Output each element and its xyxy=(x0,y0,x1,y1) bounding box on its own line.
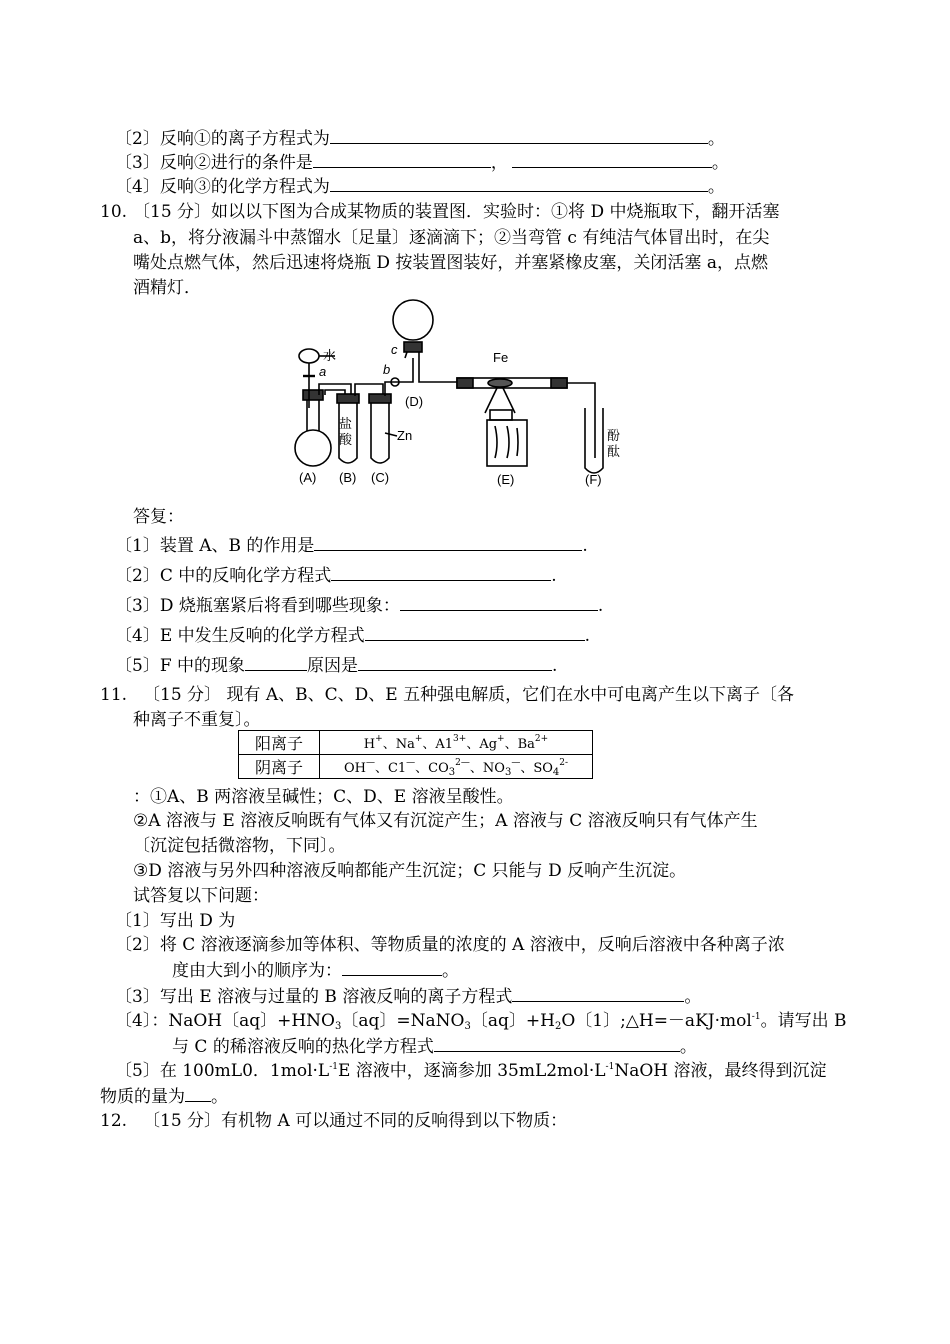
answer-blank[interactable] xyxy=(314,534,582,551)
label-C: (C) xyxy=(371,470,390,485)
cation-values: H+、Na+、$A1^{3+}$、Ag+、$Ba^{2+}$ xyxy=(320,731,593,755)
q11-line2: 种离子不重复〕。 xyxy=(133,710,261,730)
q11-line1: 〔15 分〕 现有 A、B、C、D、E 五种强电解质，它们在水中可电离产生以下离子〔各 xyxy=(143,685,795,705)
q11-condition-1: ：①A、B 两溶液呈碱性；C、D、E 溶液呈酸性。 xyxy=(133,787,514,807)
q9-part4-text: 〔4〕反响③的化学方程式为 xyxy=(115,177,330,197)
q12-text: 〔15 分〕有机物 A 可以通过不同的反响得到以下物质： xyxy=(143,1111,568,1131)
q10-part4: 〔4〕E 中发生反响的化学方程式 . xyxy=(115,626,591,646)
q10-part3: 〔3〕D 烧瓶塞紧后将看到哪些现象： . xyxy=(115,596,604,616)
label-a: a xyxy=(319,364,327,379)
label-D: (D) xyxy=(405,394,424,409)
label-A: (A) xyxy=(299,470,317,485)
label-F: (F) xyxy=(585,472,602,487)
label-E: (E) xyxy=(497,472,515,487)
q9-part2-text: 〔2〕反响①的离子方程式为 xyxy=(115,129,330,149)
q10-line3: 嘴处点燃气体，然后迅速将烧瓶 D 按装置图装好，并塞紧橡皮塞，关闭活塞 a，点燃 xyxy=(133,253,768,273)
answer-blank[interactable] xyxy=(512,985,684,1002)
q11-condition-2b: 〔沉淀包括微溶物，下同〕。 xyxy=(133,836,346,856)
answer-blank[interactable] xyxy=(330,127,708,144)
q10-line2: a、b，将分液漏斗中蒸馏水〔足量〕逐滴滴下；②当弯管 c 有纯洁气体冒出时，在尖 xyxy=(133,228,770,248)
answer-blank[interactable] xyxy=(245,654,307,671)
apparatus-figure xyxy=(285,298,645,490)
q11-part4: 〔4〕：NaOH〔aq〕$+HNO_3$〔aq〕=NaNO$_3$〔aq〕$+H_2O$〔1〕;△H=－aKJ·mol$^{-1}$。请写出 B xyxy=(115,1011,847,1032)
label-B: (B) xyxy=(339,470,357,485)
anion-label: 阴离子 xyxy=(239,755,320,779)
label-phenol-1: 酚 xyxy=(607,428,621,443)
q11-condition-2: ②A 溶液与 E 溶液反响既有气体又有沉淀产生；A 溶液与 C 溶液反响只有气体产生 xyxy=(133,811,758,831)
q10-answer-label: 答复： xyxy=(133,507,184,527)
answer-blank[interactable] xyxy=(512,151,712,168)
q12-number: 12. xyxy=(100,1111,128,1131)
answer-blank[interactable] xyxy=(365,624,585,641)
q10-line1: 〔15 分〕如以以下图为合成某物质的装置图．实验时：①将 D 中烧瓶取下，翻开活塞 xyxy=(133,202,780,222)
q10-part1: 〔1〕装置 A、B 的作用是 . xyxy=(115,536,588,556)
q11-part2: 〔2〕将 C 溶液逐滴参加等体积、等物质量的浓度的 A 溶液中，反响后溶液中各种离子浓 xyxy=(115,935,785,955)
flask-d xyxy=(393,300,433,340)
q11-part4b: 与 C 的稀溶液反响的热化学方程式 。 xyxy=(172,1037,697,1057)
test-tube-c xyxy=(371,396,389,463)
q10-part2: 〔2〕C 中的反响化学方程式 . xyxy=(115,566,557,586)
answer-blank[interactable] xyxy=(434,1035,680,1052)
q10-part5: 〔5〕F 中的现象 原因是 . xyxy=(115,656,558,676)
answer-blank[interactable] xyxy=(313,151,491,168)
q9-part3: 〔3〕反响②进行的条件是 ， 。 xyxy=(115,153,729,173)
flask-a xyxy=(295,430,331,466)
anion-values: OH—、C1—、$CO_3^{2—}$、$NO_3^—$、$SO_4^{2-}$ xyxy=(320,755,593,779)
label-acid-1: 盐 xyxy=(339,416,353,431)
label-b: b xyxy=(383,362,391,377)
test-tube-f xyxy=(585,408,603,473)
answer-blank[interactable] xyxy=(342,959,442,976)
answer-blank[interactable] xyxy=(185,1085,211,1102)
answer-blank[interactable] xyxy=(331,564,551,581)
label-zn: Zn xyxy=(397,428,413,443)
q11-part2b: 度由大到小的顺序为： 。 xyxy=(172,961,459,981)
label-acid-2: 酸 xyxy=(339,432,353,447)
q11-part3: 〔3〕写出 E 溶液与过量的 B 溶液反响的离子方程式 。 xyxy=(115,987,702,1007)
q11-condition-3: ③D 溶液与另外四种溶液反响都能产生沉淀；C 只能与 D 反响产生沉淀。 xyxy=(133,861,687,881)
table-row xyxy=(239,731,593,755)
q11-intro: 试答复以下问题： xyxy=(133,886,269,906)
q9-part2: 〔2〕反响①的离子方程式为 。 xyxy=(115,129,725,149)
label-phenol-2: 酞 xyxy=(607,444,621,459)
label-c: c xyxy=(391,342,398,357)
ion-table xyxy=(238,730,593,779)
q10-number: 10. xyxy=(100,202,128,222)
q9-part4: 〔4〕反响③的化学方程式为 。 xyxy=(115,177,725,197)
q11-part5-line2: 物质的量为 。 xyxy=(100,1087,228,1107)
label-water: 水 xyxy=(323,348,337,363)
q11-number: 11. xyxy=(100,685,128,705)
q10-line4: 酒精灯． xyxy=(133,278,201,298)
answer-blank[interactable] xyxy=(400,594,598,611)
q11-part1: 〔1〕写出 D 为 xyxy=(115,911,236,931)
table-row xyxy=(239,755,593,779)
answer-blank[interactable] xyxy=(358,654,552,671)
separatory-funnel xyxy=(299,349,319,363)
q11-part5: 〔5〕在 100mL0．$1mol\cdot L^{-1}E$ 溶液中，逐滴参加 $35mL2mol\cdot L^{-1}NaOH$ 溶液，最终得到沉淀 xyxy=(115,1061,827,1081)
answer-blank[interactable] xyxy=(330,175,708,192)
label-fe: Fe xyxy=(493,350,509,365)
cation-label: 阳离子 xyxy=(239,731,320,755)
q9-part3-text: 〔3〕反响②进行的条件是 xyxy=(115,153,313,173)
